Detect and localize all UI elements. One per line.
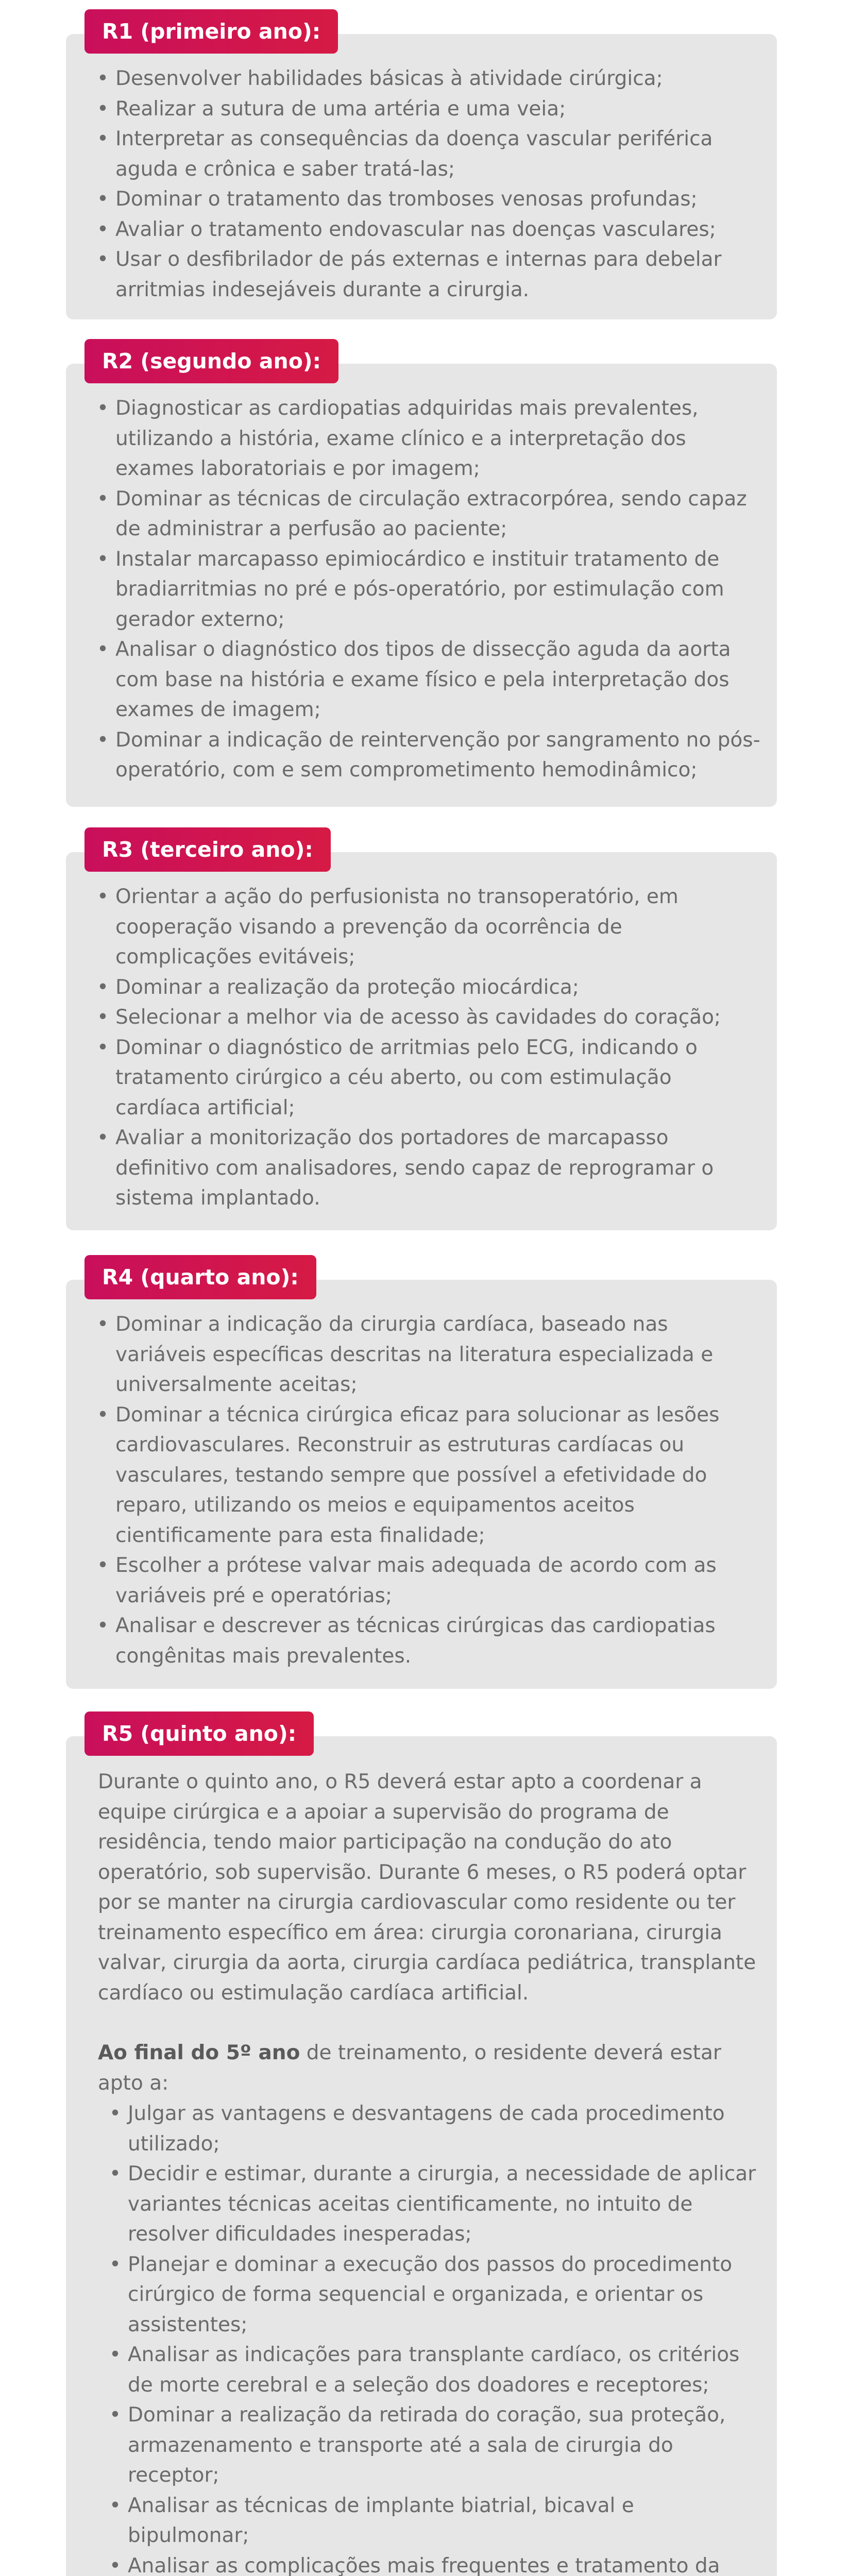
list-item: • Julgar as vantagens e desvantagens de cada procedimento utilizado; xyxy=(109,2099,761,2159)
list-item: • Dominar a indicação da cirurgia cardíaca, baseado nas variáveis específicas descritas na literatura especializada e universalmente aceitas; xyxy=(97,1310,761,1400)
r5-final-bold: Ao final do 5º ano xyxy=(98,2041,300,2064)
r4-list xyxy=(97,1310,761,1671)
list-item: • Dominar a realização da proteção miocárdica; xyxy=(97,973,761,1003)
section-title-badge: R3 (terceiro ano): xyxy=(84,827,331,872)
list-item: • Dominar a técnica cirúrgica eficaz para solucionar as lesões cardiovasculares. Reconstruir as estruturas cardíacas ou vasculares, testando sempre que possível a efetividade do reparo, utilizando os meios e equipamentos aceitos cientificamente para esta finalidade; xyxy=(97,1400,761,1551)
list-item: • Escolher a prótese valvar mais adequada de acordo com as variáveis pré e operatórias; xyxy=(97,1551,761,1611)
item-list xyxy=(97,64,761,305)
list-item: • Dominar as técnicas de circulação extracorpórea, sendo capaz de administrar a perfusão ao paciente; xyxy=(97,484,761,545)
r5-final-rest: de treinamento, o residente deverá estar apto a: xyxy=(98,2041,721,2095)
section-title-badge: R5 (quinto ano): xyxy=(84,1711,314,1756)
list-item: • Analisar e descrever as técnicas cirúrgicas das cardiopatias congênitas mais prevalentes. xyxy=(97,1611,761,1671)
list-item: • Analisar o diagnóstico dos tipos de dissecção aguda da aorta com base na história e exame físico e pela interpretação dos exames de imagem; xyxy=(97,635,761,725)
list-item: • Dominar a indicação de reintervenção por sangramento no pós-operatório, com e sem comprometimento hemodinâmico; xyxy=(97,725,761,786)
list-item: • Interpretar as consequências da doença vascular periférica aguda e crônica e saber tratá-las; xyxy=(97,124,761,184)
r2-list xyxy=(97,394,761,786)
list-item: • Planejar e dominar a execução dos passos do procedimento cirúrgico de forma sequencial e organizada, e orientar os assistentes; xyxy=(109,2250,761,2341)
section-title-badge: R2 (segundo ano): xyxy=(84,339,338,383)
item-list xyxy=(97,1310,761,1671)
list-item: • Decidir e estimar, durante a cirurgia, a necessidade de aplicar variantes técnicas aceitas cientificamente, no intuito de resolver dificuldades inesperadas; xyxy=(109,2159,761,2250)
list-item: • Analisar as complicações mais frequentes e tratamento da xyxy=(109,2551,761,2576)
section-title-badge: R1 (primeiro ano): xyxy=(84,9,338,54)
r5-intro: Durante o quinto ano, o R5 deverá estar apto a coordenar a equipe cirúrgica e a apoiar a supervisão do programa de residência, tendo maior participação na condução do ato operatório, sob supervisão. Durante 6 meses, o R5 poderá optar por se manter na cirurgia cardiovascular como residente ou ter treinamento específico em área: cirurgia coronariana, cirurgia valvar, cirurgia da aorta, cirurgia cardíaca pediátrica, transplante cardíaco ou estimulação cardíaca artificial. xyxy=(98,1770,756,2005)
list-item: • Usar o desfibrilador de pás externas e internas para debelar arritmias indesejáveis durante a cirurgia. xyxy=(97,245,761,305)
section-title-badge: R4 (quarto ano): xyxy=(84,1255,316,1299)
item-list xyxy=(97,882,761,1214)
list-item: • Analisar as técnicas de implante biatrial, bicaval e bipulmonar; xyxy=(109,2491,761,2551)
list-item: • Avaliar a monitorização dos portadores de marcapasso definitivo com analisadores, sendo capaz de reprogramar o sistema implantado. xyxy=(97,1123,761,1214)
list-item: • Dominar o diagnóstico de arritmias pelo ECG, indicando o tratamento cirúrgico a céu aberto, ou com estimulação cardíaca artificial; xyxy=(97,1033,761,1124)
r5-list xyxy=(109,2099,761,2576)
list-item: • Desenvolver habilidades básicas à atividade cirúrgica; xyxy=(97,64,761,94)
list-item: • Orientar a ação do perfusionista no transoperatório, em cooperação visando a prevenção da ocorrência de complicações evitáveis; xyxy=(97,882,761,973)
list-item: • Diagnosticar as cardiopatias adquiridas mais prevalentes, utilizando a história, exame clínico e a interpretação dos exames laboratoriais e por imagem; xyxy=(97,394,761,484)
list-item: • Analisar as indicações para transplante cardíaco, os critérios de morte cerebral e a seleção dos doadores e receptores; xyxy=(109,2340,761,2400)
list-item: • Selecionar a melhor via de acesso às cavidades do coração; xyxy=(97,1003,761,1033)
list-item: • Realizar a sutura de uma artéria e uma veia; xyxy=(97,94,761,125)
r3-list xyxy=(97,882,761,1214)
list-item: • Dominar o tratamento das tromboses venosas profundas; xyxy=(97,184,761,215)
item-list xyxy=(97,394,761,786)
list-item: • Avaliar o tratamento endovascular nas doenças vasculares; xyxy=(97,215,761,245)
list-item: • Instalar marcapasso epimiocárdico e instituir tratamento de bradiarritmias no pré e pós-operatório, por estimulação com gerador externo; xyxy=(97,545,761,635)
list-item: • Dominar a realização da retirada do coração, sua proteção, armazenamento e transporte até a sala de cirurgia do receptor; xyxy=(109,2400,761,2491)
r5-final-statement xyxy=(98,2038,762,2098)
item-list xyxy=(109,2099,761,2576)
r1-list xyxy=(97,64,761,305)
